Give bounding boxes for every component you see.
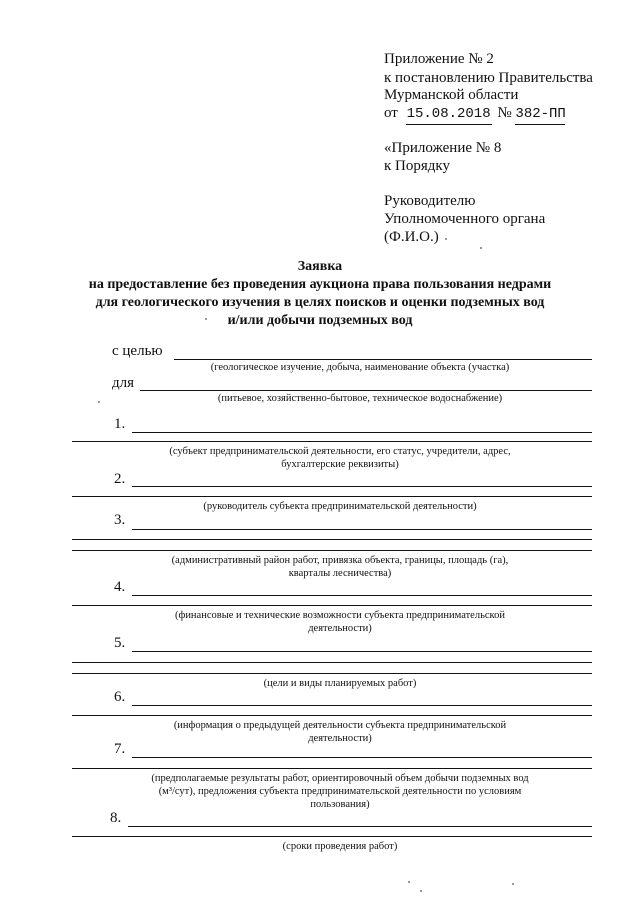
item-7-line-a[interactable] xyxy=(132,757,592,758)
item-4-line-a[interactable] xyxy=(132,595,592,596)
item-1-line-a[interactable] xyxy=(132,432,592,433)
item-1-caption: (субъект предпринимательской деятельности, его статус, учредители, адрес, xyxy=(169,446,511,457)
item-4-caption-2: деятельности) xyxy=(308,623,372,634)
item-6-line-a[interactable] xyxy=(132,705,592,706)
item-1-number: 1. xyxy=(114,416,126,432)
item-8-line-b[interactable] xyxy=(72,836,592,837)
item-8-line-a[interactable] xyxy=(128,826,592,827)
item-3-number: 3. xyxy=(114,512,126,528)
item-3-line-c[interactable] xyxy=(72,550,592,551)
item-4-number: 4. xyxy=(114,579,126,595)
item-1-caption-2: бухгалтерские реквизиты) xyxy=(281,459,399,470)
region-line: Мурманской области xyxy=(384,87,519,103)
decree-date-line xyxy=(384,104,565,125)
for-caption: (питьевое, хозяйственно-бытовое, техническое водоснабжение) xyxy=(217,393,503,404)
addressee-line2: Уполномоченного органа xyxy=(384,211,546,227)
doc-title: Заявка xyxy=(297,259,343,274)
purpose-caption: (геологическое изучение, добыча, наименование объекта (участка) xyxy=(210,362,510,373)
item-5-line-a[interactable] xyxy=(132,651,592,652)
item-1-line-b[interactable] xyxy=(72,441,592,442)
item-7-caption-3: пользования) xyxy=(310,799,370,810)
item-5-number: 5. xyxy=(114,635,126,651)
doc-subtitle-3: и/или добычи подземных вод xyxy=(227,313,413,328)
purpose-label: с целью xyxy=(112,343,163,359)
scan-speck xyxy=(408,881,410,883)
item-8-caption: (сроки проведения работ) xyxy=(282,841,398,852)
item-3-caption-2: кварталы лесничества) xyxy=(288,568,392,579)
number-label: № xyxy=(497,105,512,121)
order-label: к Порядку xyxy=(384,158,450,174)
doc-subtitle-1: на предоставление без проведения аукциона права пользования недрами xyxy=(88,277,552,292)
item-5-caption: (цели и виды планируемых работ) xyxy=(263,678,417,689)
item-8-number: 8. xyxy=(110,810,122,826)
item-6-caption-2: деятельности) xyxy=(308,733,372,744)
item-6-line-b[interactable] xyxy=(72,715,592,716)
item-7-line-b[interactable] xyxy=(72,768,592,769)
item-5-line-c[interactable] xyxy=(72,673,592,674)
item-2-number: 2. xyxy=(114,471,126,487)
appendix-label: Приложение № 2 xyxy=(384,51,494,67)
item-6-caption: (информация о предыдущей деятельности субъекта предпринимательской xyxy=(173,720,507,731)
item-3-caption: (административный район работ, привязка объекта, границы, площадь (га), xyxy=(171,555,509,566)
item-5-line-b[interactable] xyxy=(72,662,592,663)
item-2-line-a[interactable] xyxy=(132,486,592,487)
scan-speck xyxy=(480,247,482,249)
scan-speck xyxy=(512,883,514,885)
item-7-number: 7. xyxy=(114,741,126,757)
item-2-caption: (руководитель субъекта предпринимательской деятельности) xyxy=(203,501,477,512)
addressee-line1: Руководителю xyxy=(384,193,476,209)
item-3-line-a[interactable] xyxy=(132,529,592,530)
for-label: для xyxy=(112,375,135,391)
date-prefix: от xyxy=(384,105,398,121)
decree-line: к постановлению Правительства xyxy=(384,70,593,86)
addressee-fio: (Ф.И.О.) xyxy=(384,229,439,245)
scan-speck xyxy=(98,401,100,403)
for-field-line[interactable] xyxy=(140,390,592,391)
appendix8-label: «Приложение № 8 xyxy=(384,140,502,156)
decree-number: 382-ПП xyxy=(515,105,565,125)
purpose-field-line[interactable] xyxy=(174,359,592,360)
scan-speck xyxy=(420,890,422,892)
scan-speck xyxy=(205,318,207,320)
decree-date: 15.08.2018 xyxy=(406,105,492,125)
item-3-line-b[interactable] xyxy=(72,539,592,540)
item-7-caption-2: (м³/сут), предложения субъекта предпринимательской деятельности по условиям xyxy=(158,786,522,797)
item-6-number: 6. xyxy=(114,689,126,705)
item-4-caption: (финансовые и технические возможности субъекта предпринимательской xyxy=(175,610,505,621)
doc-subtitle-2: для геологического изучения в целях поисков и оценки подземных вод xyxy=(95,295,545,310)
item-2-line-b[interactable] xyxy=(72,496,592,497)
item-4-line-b[interactable] xyxy=(72,605,592,606)
scan-speck xyxy=(445,238,447,240)
item-7-caption: (предполагаемые результаты работ, ориентировочный объем добычи подземных вод xyxy=(151,773,529,784)
